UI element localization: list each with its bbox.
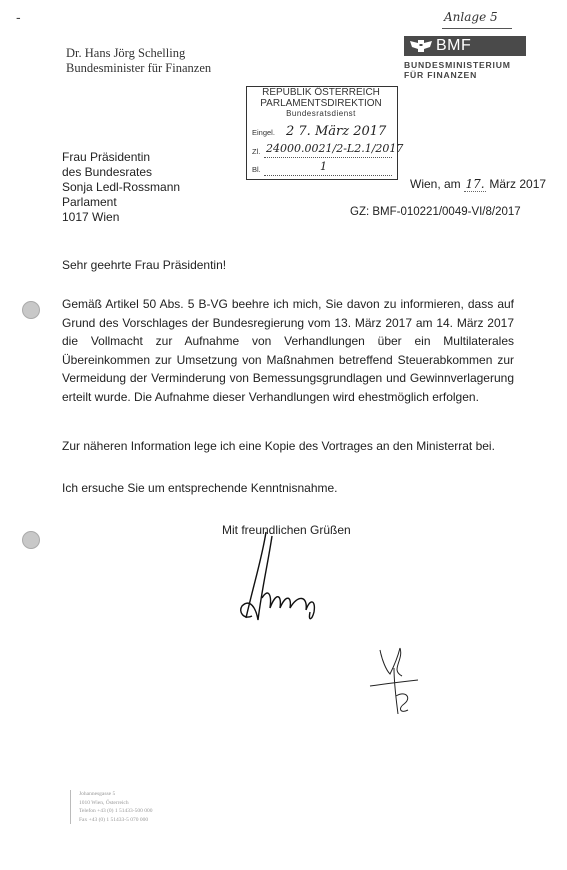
sender-name: Dr. Hans Jörg Schelling (66, 46, 186, 60)
stamp-line-3: Bundesratsdienst (286, 109, 356, 118)
footer-line: Fax +43 (0) 1 51433-5 070 000 (79, 816, 149, 823)
annex-underline (442, 28, 512, 29)
footer-address (70, 790, 189, 824)
footer-line: Telefon +43 (0) 1 51433-500 000 (79, 808, 153, 814)
date-suffix: März 2017 (489, 177, 547, 191)
punch-hole (22, 531, 40, 549)
recipient-line: Sonja Ledl-Rossmann (62, 180, 181, 194)
stamp-bl-line (264, 175, 392, 176)
sender-title: Bundesminister für Finanzen (66, 61, 212, 75)
stamp-line-1: REPUBLIK ÖSTERREICH (262, 87, 380, 98)
eagle-icon (410, 38, 432, 54)
recipient-address (62, 150, 180, 225)
recipient-line: Frau Präsidentin (62, 150, 151, 164)
stamp-eingel-value: 2 7. März 2017 (286, 124, 387, 139)
recipient-line: 1017 Wien (62, 210, 120, 224)
body-paragraph-2: Zur näheren Information lege ich eine Kopie des Vortrages an den Ministerrat bei. (62, 439, 495, 453)
bmf-subline-2: FÜR FINANZEN (404, 70, 478, 80)
stamp-bl-label: Bl. (252, 165, 261, 174)
bmf-logo-subline (404, 60, 511, 80)
bmf-logo-text: BMF (436, 37, 472, 54)
signature (228, 528, 338, 628)
footer-line: 1010 Wien, Österreich (79, 799, 129, 806)
salutation: Sehr geehrte Frau Präsidentin! (62, 258, 227, 272)
stamp-eingel-label: Eingel. (252, 128, 275, 137)
recipient-line: Parlament (62, 195, 117, 209)
footer-line: Johannesgasse 5 (79, 791, 116, 797)
letter-date (410, 177, 546, 192)
reference-number: GZ: BMF-010221/0049-VI/8/2017 (350, 206, 521, 218)
stamp-zl-label: Zl. (252, 147, 261, 156)
punch-hole (22, 301, 40, 319)
bmf-subline-1: BUNDESMINISTERIUM (404, 60, 511, 70)
date-day: 17. (465, 177, 485, 191)
stamp-line-2: PARLAMENTSDIREKTION (260, 97, 382, 109)
closing-greeting: Mit freundlichen Grüßen (222, 523, 351, 537)
top-mark: - (16, 9, 21, 25)
stamp-zl-value: 24000.0021/2-L2.1/2017 (266, 142, 404, 155)
stamp-header (246, 88, 396, 120)
initials-mark (360, 640, 430, 720)
annex-label: Anlage 5 (444, 10, 498, 24)
date-prefix: Wien, am (410, 177, 461, 191)
body-paragraph-3: Ich ersuche Sie um entsprechende Kenntnisnahme. (62, 481, 338, 495)
stamp-bl-value: 1 (320, 160, 327, 173)
sender-block (66, 46, 211, 76)
stamp-zl-line (264, 157, 392, 158)
recipient-line: des Bundesrates (62, 165, 153, 179)
body-paragraph-1: Gemäß Artikel 50 Abs. 5 B-VG beehre ich mich, Sie davon zu informieren, dass auf Grund des Vorschlages der Bundesregierung vom 13. März 2017 am 14. März 2017 die Vollmacht zur Aufnahme von Verhandlungen über ein Multilaterales Übereinkommen zur Umsetzung von Maßnahmen betreffend Steuerabkommen zur Vermeidung der Verminderung von Bemessungsgrundlagen und Gewinnverlagerung erteilt wurde. Die Aufnahme dieser Verhandlungen wird ehestmöglich erfolgen. (62, 297, 514, 404)
